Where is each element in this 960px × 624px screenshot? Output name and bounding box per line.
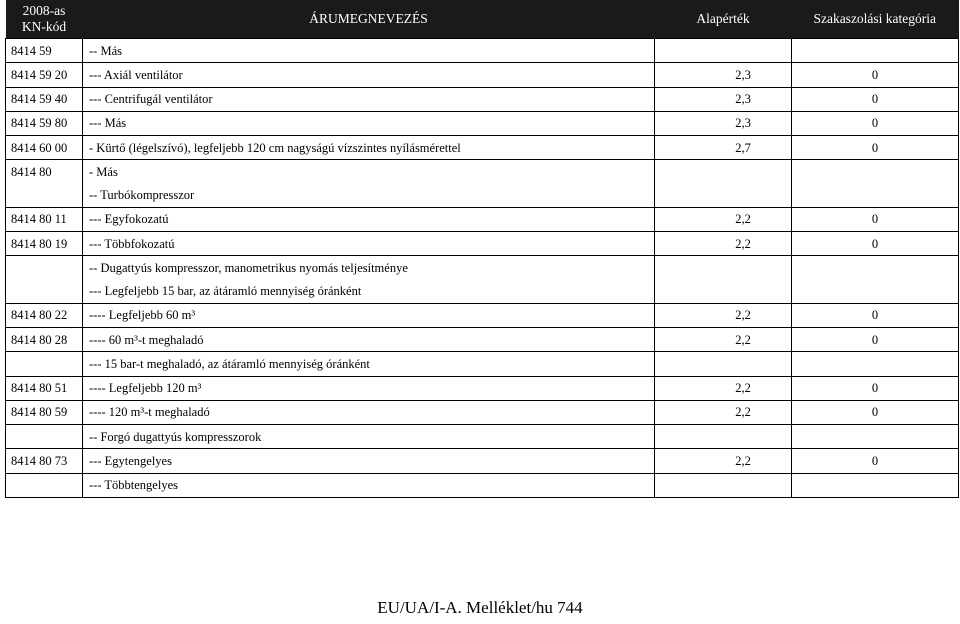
- base-rate-cell: 2,2: [655, 449, 792, 473]
- base-rate-cell: [655, 160, 792, 184]
- cn-code-cell: 8414 80 51: [6, 376, 83, 400]
- cn-code-cell: 8414 59 20: [6, 63, 83, 87]
- table-row: [6, 449, 959, 473]
- description-cell: --- 15 bar-t meghaladó, az átáramló mennyiség óránként: [83, 352, 655, 376]
- table-header: [6, 0, 959, 39]
- table-row: [6, 136, 959, 160]
- base-rate-cell: 2,2: [655, 303, 792, 327]
- description-cell: ---- 60 m³-t meghaladó: [83, 328, 655, 352]
- base-rate-cell: 2,2: [655, 207, 792, 231]
- cn-code-cell: [6, 473, 83, 497]
- cn-code-cell: 8414 60 00: [6, 136, 83, 160]
- description-cell: --- Legfeljebb 15 bar, az átáramló mennyiség óránként: [83, 280, 655, 304]
- page-footer: EU/UA/I-A. Melléklet/hu 744: [377, 598, 583, 617]
- base-rate-cell: 2,2: [655, 328, 792, 352]
- table-row: [6, 400, 959, 424]
- table-row: [6, 328, 959, 352]
- table-row: [6, 352, 959, 376]
- category-cell: 0: [792, 87, 959, 111]
- base-rate-cell: 2,2: [655, 232, 792, 256]
- base-rate-cell: 2,3: [655, 111, 792, 135]
- base-rate-cell: 2,3: [655, 87, 792, 111]
- base-rate-cell: 2,7: [655, 136, 792, 160]
- cn-code-cell: 8414 59: [6, 39, 83, 63]
- base-rate-cell: [655, 352, 792, 376]
- header-kn-code: [6, 0, 83, 39]
- cn-code-cell: [6, 184, 83, 208]
- category-cell: [792, 184, 959, 208]
- description-cell: --- Centrifugál ventilátor: [83, 87, 655, 111]
- category-cell: 0: [792, 400, 959, 424]
- table-row: [6, 425, 959, 449]
- base-rate-cell: [655, 425, 792, 449]
- cn-code-cell: [6, 425, 83, 449]
- category-cell: [792, 473, 959, 497]
- cn-code-cell: 8414 59 80: [6, 111, 83, 135]
- header-kn-code-line1: 2008-as: [22, 3, 66, 18]
- header-kn-code-line2: KN-kód: [21, 19, 67, 34]
- base-rate-cell: 2,2: [655, 376, 792, 400]
- category-cell: 0: [792, 136, 959, 160]
- table-row: [6, 184, 959, 208]
- table-row: [6, 207, 959, 231]
- category-cell: 0: [792, 376, 959, 400]
- description-cell: -- Forgó dugattyús kompresszorok: [83, 425, 655, 449]
- description-cell: - Kürtő (légelszívó), legfeljebb 120 cm nagyságú vízszintes nyílásmérettel: [83, 136, 655, 160]
- base-rate-cell: [655, 256, 792, 280]
- category-cell: [792, 352, 959, 376]
- table-row: [6, 303, 959, 327]
- description-cell: --- Többfokozatú: [83, 232, 655, 256]
- description-cell: --- Axiál ventilátor: [83, 63, 655, 87]
- table-row: [6, 376, 959, 400]
- category-cell: 0: [792, 207, 959, 231]
- description-cell: ---- Legfeljebb 120 m³: [83, 376, 655, 400]
- cn-code-cell: 8414 80: [6, 160, 83, 184]
- cn-code-cell: 8414 80 28: [6, 328, 83, 352]
- tariff-table: [5, 0, 959, 498]
- header-base-rate: Alapérték: [655, 0, 792, 39]
- category-cell: 0: [792, 111, 959, 135]
- base-rate-cell: 2,2: [655, 400, 792, 424]
- cn-code-cell: 8414 80 11: [6, 207, 83, 231]
- header-description: ÁRUMEGNEVEZÉS: [83, 0, 655, 39]
- category-cell: 0: [792, 449, 959, 473]
- cn-code-cell: [6, 280, 83, 304]
- table-row: [6, 160, 959, 184]
- category-cell: 0: [792, 63, 959, 87]
- category-cell: 0: [792, 232, 959, 256]
- table-body: [6, 39, 959, 498]
- category-cell: [792, 425, 959, 449]
- description-cell: ---- 120 m³-t meghaladó: [83, 400, 655, 424]
- cn-code-cell: 8414 59 40: [6, 87, 83, 111]
- description-cell: - Más: [83, 160, 655, 184]
- table-row: [6, 256, 959, 280]
- header-staging-category: Szakaszolási kategória: [792, 0, 959, 39]
- base-rate-cell: [655, 184, 792, 208]
- description-cell: --- Egytengelyes: [83, 449, 655, 473]
- cn-code-cell: 8414 80 19: [6, 232, 83, 256]
- cn-code-cell: 8414 80 73: [6, 449, 83, 473]
- cn-code-cell: [6, 352, 83, 376]
- table-row: [6, 39, 959, 63]
- table-row: [6, 232, 959, 256]
- description-cell: -- Turbókompresszor: [83, 184, 655, 208]
- description-cell: ---- Legfeljebb 60 m³: [83, 303, 655, 327]
- base-rate-cell: [655, 39, 792, 63]
- cn-code-cell: 8414 80 22: [6, 303, 83, 327]
- category-cell: [792, 160, 959, 184]
- table-row: [6, 87, 959, 111]
- base-rate-cell: 2,3: [655, 63, 792, 87]
- table-row: [6, 111, 959, 135]
- description-cell: --- Egyfokozatú: [83, 207, 655, 231]
- cn-code-cell: 8414 80 59: [6, 400, 83, 424]
- table-row: [6, 473, 959, 497]
- table-row: [6, 280, 959, 304]
- base-rate-cell: [655, 473, 792, 497]
- category-cell: [792, 39, 959, 63]
- category-cell: [792, 256, 959, 280]
- category-cell: 0: [792, 328, 959, 352]
- base-rate-cell: [655, 280, 792, 304]
- description-cell: --- Más: [83, 111, 655, 135]
- description-cell: -- Dugattyús kompresszor, manometrikus nyomás teljesítménye: [83, 256, 655, 280]
- category-cell: 0: [792, 303, 959, 327]
- cn-code-cell: [6, 256, 83, 280]
- category-cell: [792, 280, 959, 304]
- table-row: [6, 63, 959, 87]
- description-cell: -- Más: [83, 39, 655, 63]
- description-cell: --- Többtengelyes: [83, 473, 655, 497]
